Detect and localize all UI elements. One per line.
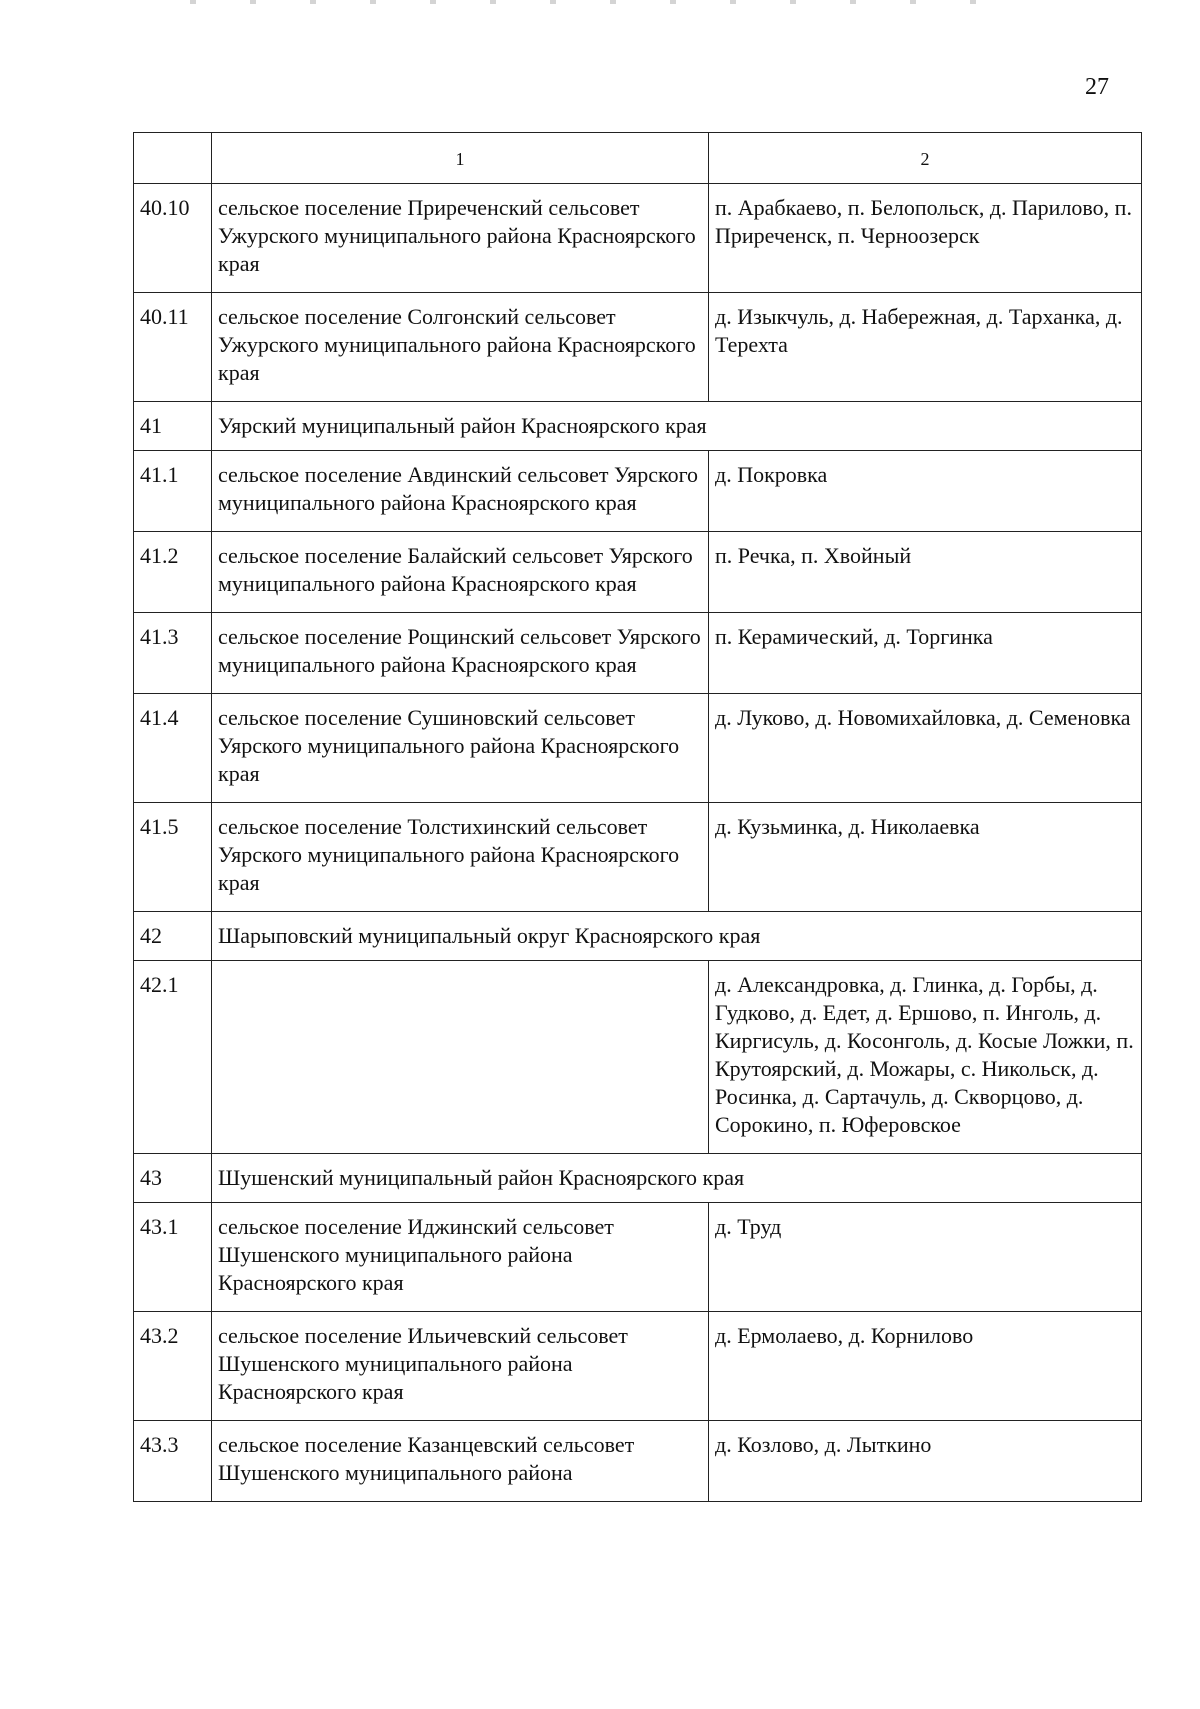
row-number: 40.11 <box>134 293 212 402</box>
settlement-name: сельское поселение Толстихинский сельсовет Уярского муниципального района Красноярского края <box>212 803 709 912</box>
settlement-name: сельское поселение Рощинский сельсовет Уярского муниципального района Красноярского края <box>212 613 709 694</box>
settlement-name: сельское поселение Казанцевский сельсовет Шушенского муниципального района <box>212 1421 709 1502</box>
settlement-places: п. Речка, п. Хвойный <box>709 532 1142 613</box>
row-number: 43 <box>134 1154 212 1203</box>
settlement-row <box>134 694 1142 803</box>
row-number: 40.10 <box>134 184 212 293</box>
settlement-name: сельское поселение Сушиновский сельсовет Уярского муниципального района Красноярского края <box>212 694 709 803</box>
settlements-table <box>133 132 1142 1502</box>
settlement-places: п. Керамический, д. Торгинка <box>709 613 1142 694</box>
row-number: 41.3 <box>134 613 212 694</box>
district-row <box>134 1154 1142 1203</box>
settlement-name: сельское поселение Иджинский сельсовет Шушенского муниципального района Красноярского края <box>212 1203 709 1312</box>
settlement-places: д. Луково, д. Новомихайловка, д. Семеновка <box>709 694 1142 803</box>
row-number: 41 <box>134 402 212 451</box>
settlement-row <box>134 1421 1142 1502</box>
settlement-places: д. Александровка, д. Глинка, д. Горбы, д. Гудково, д. Едет, д. Ершово, п. Инголь, д. Киргисуль, д. Косонголь, д. Косые Ложки, п. Крутоярский, д. Можары, с. Никольск, д. Росинка, д. Сартачуль, д. Скворцово, д. Сорокино, п. Юферовское <box>709 961 1142 1154</box>
header-cell-col2: 2 <box>709 133 1142 184</box>
settlement-row <box>134 961 1142 1154</box>
row-number: 42 <box>134 912 212 961</box>
row-number: 43.2 <box>134 1312 212 1421</box>
district-name: Шушенский муниципальный район Красноярского края <box>212 1154 1142 1203</box>
district-row <box>134 912 1142 961</box>
row-number: 43.1 <box>134 1203 212 1312</box>
settlement-places: д. Кузьминка, д. Николаевка <box>709 803 1142 912</box>
scan-artifact <box>190 0 1010 4</box>
district-name: Шарыповский муниципальный округ Красноярского края <box>212 912 1142 961</box>
settlement-places: д. Покровка <box>709 451 1142 532</box>
row-number: 42.1 <box>134 961 212 1154</box>
page-number: 27 <box>1085 74 1109 100</box>
settlement-places: д. Изыкчуль, д. Набережная, д. Тарханка, д. Терехта <box>709 293 1142 402</box>
settlement-name: сельское поселение Приреченский сельсовет Ужурского муниципального района Красноярского края <box>212 184 709 293</box>
row-number: 41.4 <box>134 694 212 803</box>
district-row <box>134 402 1142 451</box>
settlement-name <box>212 961 709 1154</box>
table-body <box>134 133 1142 1502</box>
district-name: Уярский муниципальный район Красноярского края <box>212 402 1142 451</box>
row-number: 41.5 <box>134 803 212 912</box>
settlement-row <box>134 1203 1142 1312</box>
settlement-row <box>134 451 1142 532</box>
settlement-row <box>134 1312 1142 1421</box>
settlement-row <box>134 184 1142 293</box>
settlement-row <box>134 532 1142 613</box>
settlement-row <box>134 803 1142 912</box>
settlement-name: сельское поселение Авдинский сельсовет Уярского муниципального района Красноярского края <box>212 451 709 532</box>
table-header-row <box>134 133 1142 184</box>
settlement-places: п. Арабкаево, п. Белопольск, д. Парилово, п. Приреченск, п. Черноозерск <box>709 184 1142 293</box>
settlement-places: д. Козлово, д. Лыткино <box>709 1421 1142 1502</box>
row-number: 41.2 <box>134 532 212 613</box>
settlement-places: д. Ермолаево, д. Корнилово <box>709 1312 1142 1421</box>
row-number: 43.3 <box>134 1421 212 1502</box>
settlement-row <box>134 613 1142 694</box>
header-cell-num <box>134 133 212 184</box>
header-cell-col1: 1 <box>212 133 709 184</box>
settlement-row <box>134 293 1142 402</box>
settlement-name: сельское поселение Ильичевский сельсовет Шушенского муниципального района Красноярского края <box>212 1312 709 1421</box>
settlement-name: сельское поселение Балайский сельсовет Уярского муниципального района Красноярского края <box>212 532 709 613</box>
row-number: 41.1 <box>134 451 212 532</box>
settlement-places: д. Труд <box>709 1203 1142 1312</box>
settlement-name: сельское поселение Солгонский сельсовет Ужурского муниципального района Красноярского края <box>212 293 709 402</box>
